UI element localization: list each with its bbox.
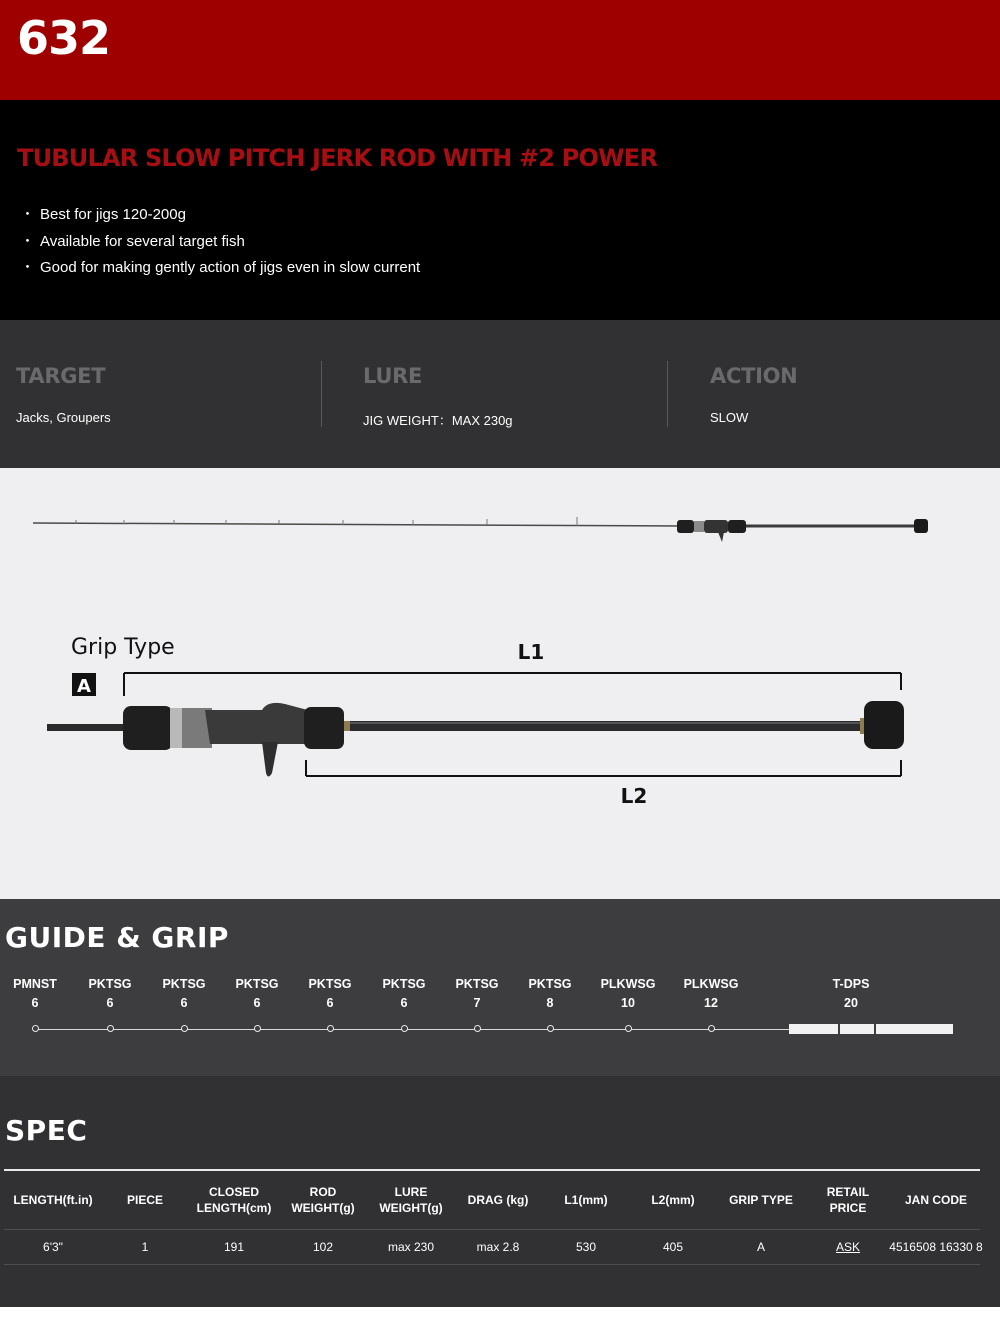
spec-cell: 4516508 16330 8: [889, 1240, 983, 1254]
feature-item: ・ Available for several target fish: [20, 232, 245, 250]
grip-segment: [789, 1024, 838, 1034]
spec-header-cell: ROD WEIGHT(g): [291, 1185, 355, 1215]
spec-cell: A: [756, 1240, 765, 1254]
guide-marker: [181, 1025, 188, 1032]
full-rod-image: [33, 517, 928, 542]
bullet-icon: ・: [20, 259, 36, 276]
spec-header-cell: LURE WEIGHT(g): [379, 1185, 443, 1215]
intro-section: [0, 100, 1000, 320]
attribute-value: Jacks, Groupers: [16, 410, 111, 425]
spec-cell: 530: [575, 1240, 597, 1254]
l1-dimension: [124, 673, 901, 696]
grip-closeup-image: [47, 701, 904, 777]
feature-list: [20, 202, 420, 282]
grip-type-label: Grip Type: [71, 635, 175, 660]
guide-item: PKTSG 8: [528, 977, 572, 1010]
attribute-label: ACTION: [710, 364, 798, 388]
attribute-label: TARGET: [16, 364, 106, 388]
grip-segment: [840, 1024, 874, 1034]
attribute-value: SLOW: [710, 410, 749, 425]
spec-cell: 191: [223, 1240, 245, 1254]
reel-seat-item: T-DPS 20: [832, 977, 870, 1010]
guide-marker: [32, 1025, 39, 1032]
spec-header-cell: DRAG (kg): [467, 1193, 529, 1207]
grip-badge-letter: A: [77, 676, 91, 697]
attribute-label: LURE: [363, 364, 423, 388]
guide-marker: [107, 1025, 114, 1032]
spec-header-cell: LENGTH(ft.in): [13, 1193, 93, 1207]
l1-label: L1: [517, 640, 545, 664]
feature-item: ・ Best for jigs 120-200g: [20, 206, 186, 223]
divider: [667, 361, 668, 427]
spec-cell: 6'3": [43, 1240, 63, 1254]
spec-top-rule: [4, 1169, 980, 1171]
spec-cell: max 2.8: [476, 1240, 520, 1254]
guide-item: PKTSG 6: [382, 977, 426, 1010]
spec-header-cell: JAN CODE: [904, 1193, 967, 1207]
header-bar: [0, 0, 1000, 100]
spec-cell: 102: [312, 1240, 334, 1254]
guide-marker: [547, 1025, 554, 1032]
guide-marker: [327, 1025, 334, 1032]
spec-row-divider: [4, 1229, 980, 1230]
spec-cell: max 230: [387, 1240, 435, 1254]
guide-item: PKTSG 6: [308, 977, 352, 1010]
guide-marker: [474, 1025, 481, 1032]
guide-item: PLKWSG 12: [683, 977, 739, 1010]
l2-label: L2: [620, 784, 648, 808]
spec-title: SPEC: [5, 1114, 88, 1147]
guide-grip-section: [0, 899, 1000, 1076]
guide-marker: [708, 1025, 715, 1032]
guide-grip-title: GUIDE & GRIP: [5, 921, 229, 954]
spec-row-divider: [4, 1264, 980, 1265]
spec-cell: 405: [662, 1240, 684, 1254]
spec-header-cell: L1(mm): [564, 1193, 608, 1207]
guide-marker: [401, 1025, 408, 1032]
attributes-section: [0, 320, 1000, 468]
spec-header-cell: CLOSED LENGTH(cm): [196, 1185, 272, 1215]
model-number: 632: [17, 11, 111, 65]
guide-marker: [625, 1025, 632, 1032]
product-headline: TUBULAR SLOW PITCH JERK ROD WITH #2 POWER: [17, 144, 658, 172]
spec-header-cell: GRIP TYPE: [729, 1193, 793, 1207]
rod-illustration: [0, 468, 1000, 899]
l2-dimension: [306, 760, 901, 776]
guide-item: PKTSG 6: [235, 977, 279, 1010]
spec-header-cell: L2(mm): [651, 1193, 695, 1207]
spec-cell: 1: [141, 1240, 149, 1254]
spec-section: [0, 1076, 1000, 1307]
guide-item: PLKWSG 10: [600, 977, 656, 1010]
retail-price-link[interactable]: ASK: [835, 1240, 860, 1254]
grip-segment: [876, 1024, 953, 1034]
guide-item: PKTSG 6: [162, 977, 206, 1010]
guide-marker: [254, 1025, 261, 1032]
spec-header-cell: RETAIL PRICE: [826, 1185, 870, 1215]
guide-line: [35, 1029, 790, 1030]
bullet-icon: ・: [20, 206, 36, 223]
feature-item: ・ Good for making gently action of jigs even in slow current: [20, 259, 421, 276]
guide-item: PMNST 6: [13, 977, 57, 1010]
spec-header-cell: PIECE: [126, 1193, 163, 1207]
guide-item: PKTSG 7: [455, 977, 499, 1010]
divider: [321, 361, 322, 427]
bullet-icon: ・: [20, 232, 36, 250]
rod-visual-section: [0, 468, 1000, 899]
attribute-value: JIG WEIGHT：MAX 230g: [363, 413, 513, 428]
guide-item: PKTSG 6: [88, 977, 132, 1010]
